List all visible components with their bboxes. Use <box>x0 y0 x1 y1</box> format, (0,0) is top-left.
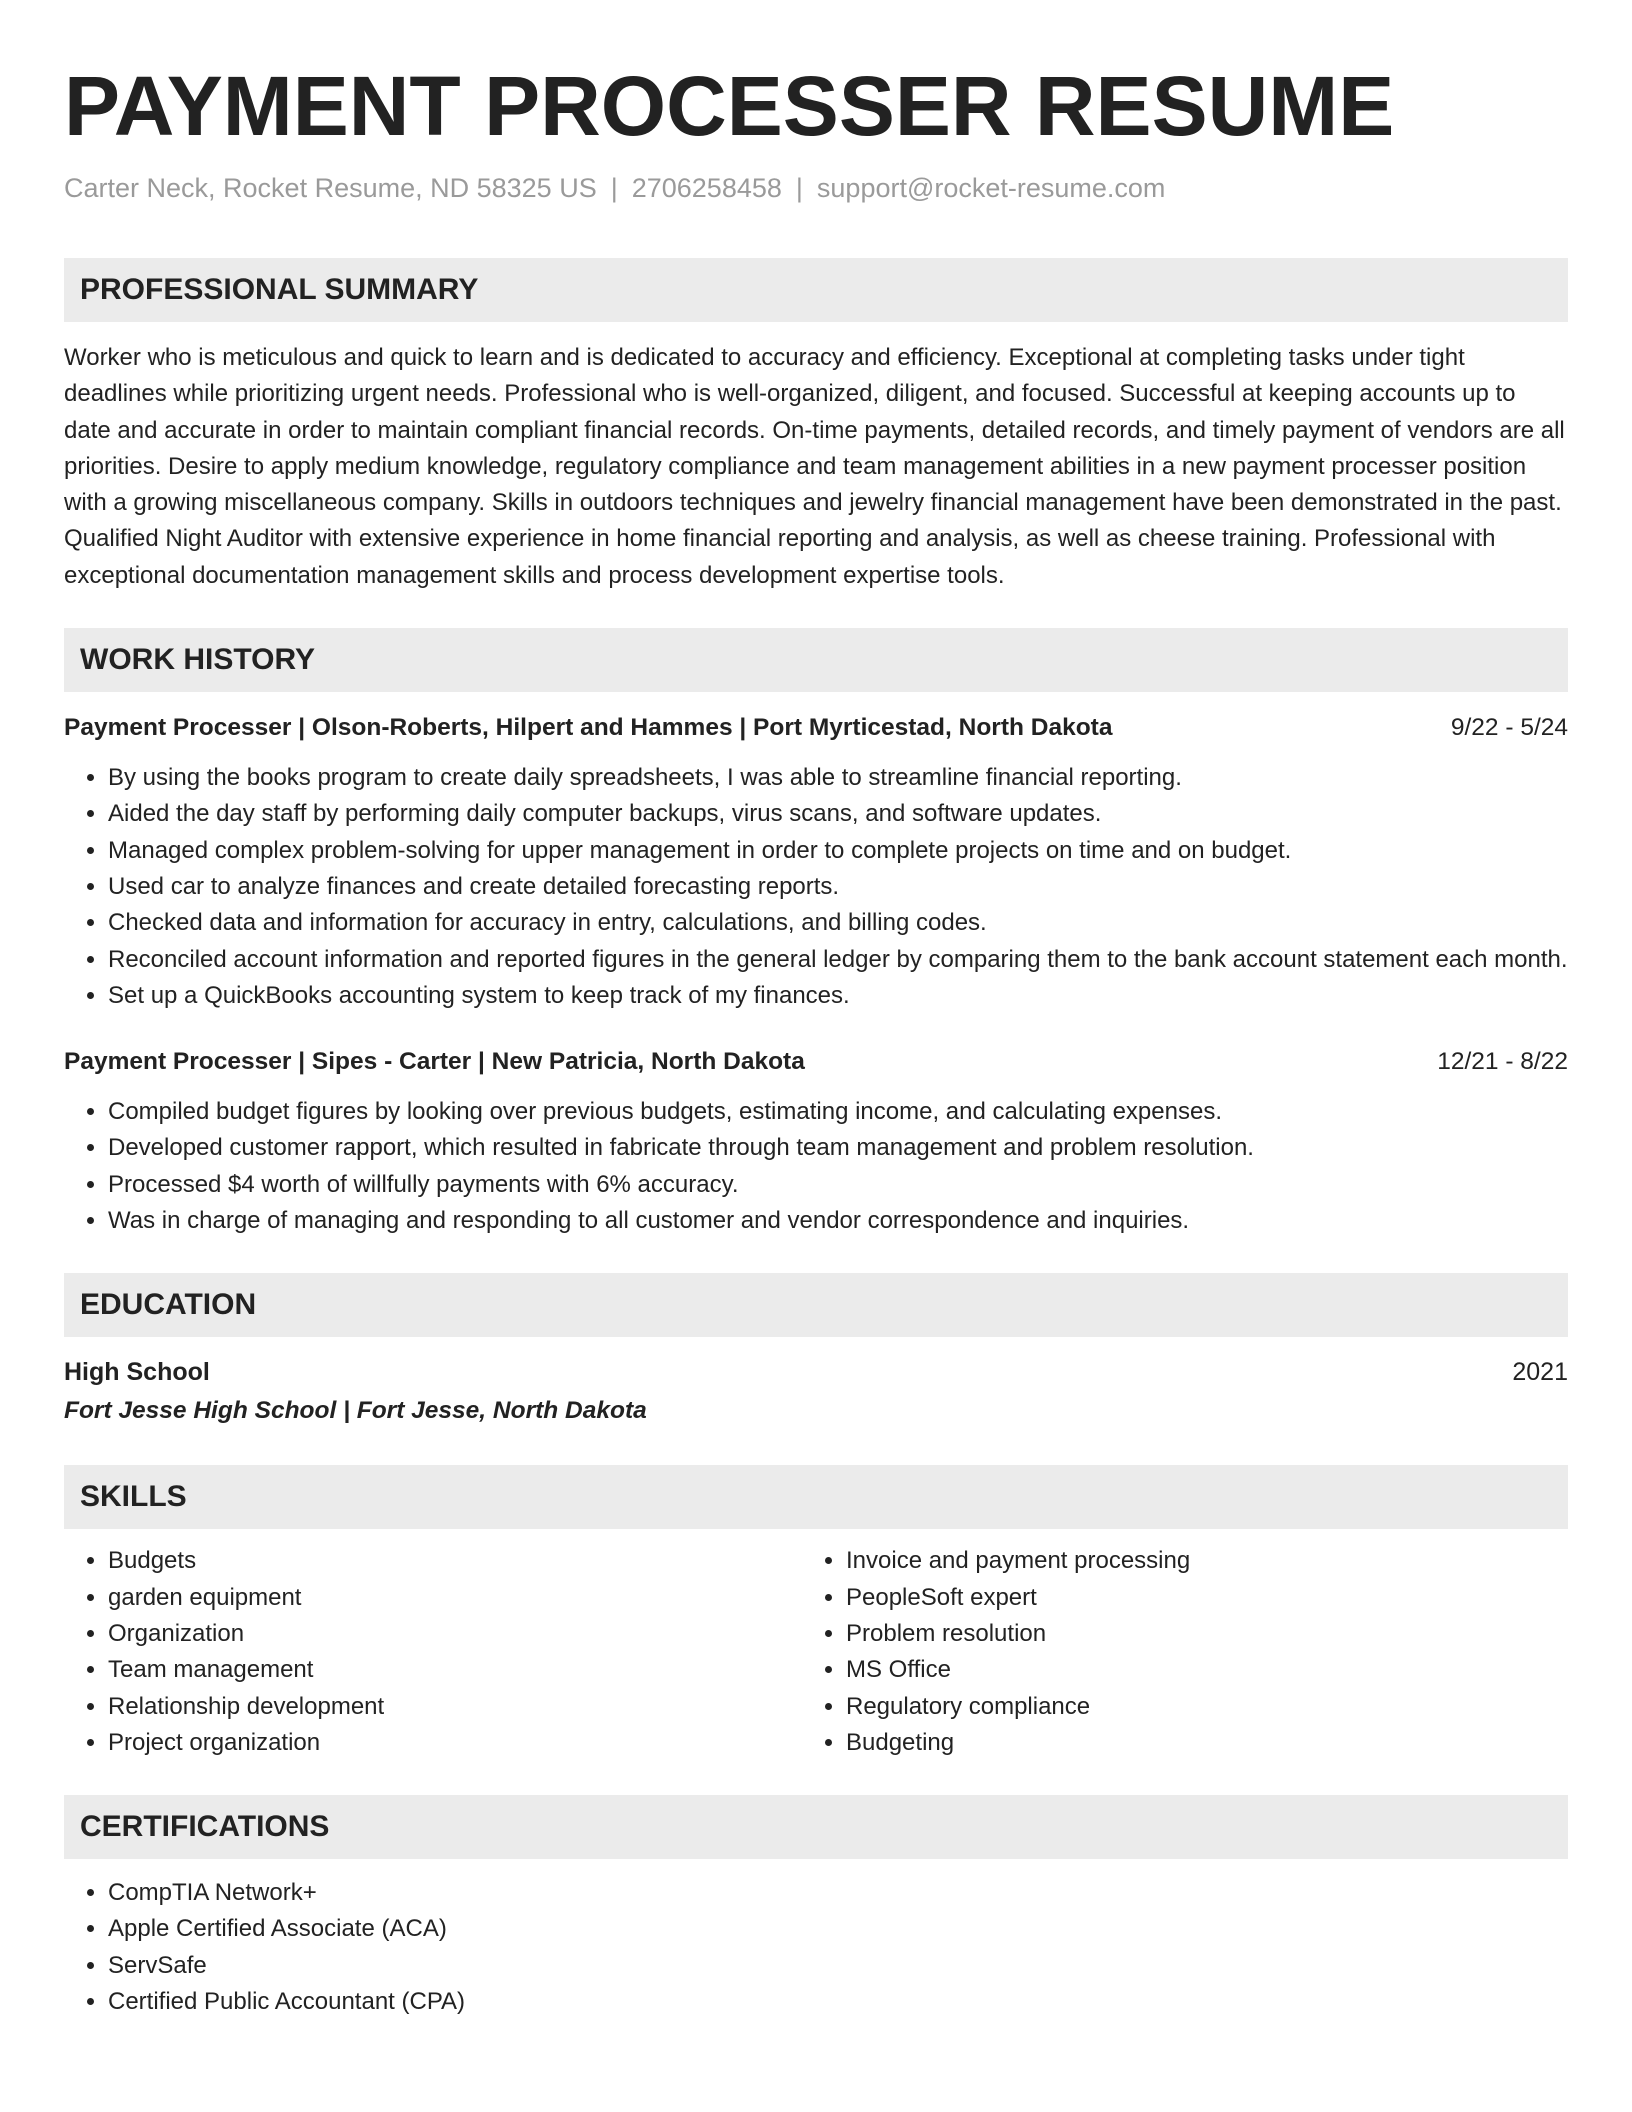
job-heading <box>64 1044 1568 1080</box>
skill-item: • PeopleSoft expert <box>846 1580 1540 1616</box>
contact-separator: | <box>795 173 803 203</box>
certification-item: • CompTIA Network+ <box>108 1875 1568 1911</box>
section-header-summary: PROFESSIONAL SUMMARY <box>64 258 1568 322</box>
contact-separator: | <box>610 173 618 203</box>
skills-list-right <box>802 1543 1540 1761</box>
job-bullet: • Processed $4 worth of willfully payments with 6% accuracy. <box>108 1167 1568 1203</box>
contact-phone: 2706258458 <box>631 173 782 203</box>
summary-text: Worker who is meticulous and quick to learn and is dedicated to accuracy and efficiency. Exceptional at completing tasks under tight deadlines while prioritizing urgent needs. Professional who is well-organized, diligent, and focused. Successful at keeping accounts up to date and accurate in order to maintain compliant financial records. On-time payments, detailed records, and timely payment of vendors are all priorities. Desire to apply medium knowledge, regulatory compliance and team management abilities in a new payment processer position with a growing miscellaneous company. Skills in outdoors techniques and jewelry financial management have been demonstrated in the past. Qualified Night Auditor with extensive experience in home financial reporting and analysis, as well as cheese training. Professional with exceptional documentation management skills and process development expertise tools. <box>64 344 1565 589</box>
contact-address: Carter Neck, Rocket Resume, ND 58325 US <box>64 173 597 203</box>
skill-item: • Project organization <box>108 1725 802 1761</box>
job-bullet: • Reconciled account information and reported figures in the general ledger by comparing them to the bank account statement each month. <box>108 942 1568 978</box>
skills-list-left <box>64 1543 802 1761</box>
education-year: 2021 <box>1512 1358 1568 1387</box>
contact-email: support@rocket-resume.com <box>816 173 1166 203</box>
job-title-company: Payment Processer | Sipes - Carter | New Patricia, North Dakota <box>64 1048 805 1076</box>
job-bullet-list <box>64 760 1568 1014</box>
job-bullet-list <box>64 1094 1568 1239</box>
section-header-work-history: WORK HISTORY <box>64 628 1568 692</box>
education-degree: High School <box>64 1358 210 1387</box>
job-bullet: • Managed complex problem-solving for upper management in order to complete projects on time and on budget. <box>108 833 1568 869</box>
skill-item: • Budgeting <box>846 1725 1540 1761</box>
job-bullet: • Used car to analyze finances and create detailed forecasting reports. <box>108 869 1568 905</box>
skill-item: • Organization <box>108 1616 802 1652</box>
job-title-company: Payment Processer | Olson-Roberts, Hilpert and Hammes | Port Myrticestad, North Dakota <box>64 714 1113 742</box>
skill-item: • Problem resolution <box>846 1616 1540 1652</box>
certification-item: • Apple Certified Associate (ACA) <box>108 1911 1568 1947</box>
resume-title: PAYMENT PROCESSER RESUME <box>64 59 1395 153</box>
contact-line <box>64 170 1568 206</box>
job-dates: 12/21 - 8/22 <box>1437 1048 1568 1076</box>
job-bullet: • Checked data and information for accuracy in entry, calculations, and billing codes. <box>108 905 1568 941</box>
skills-columns <box>64 1543 1568 1761</box>
skill-item: • MS Office <box>846 1652 1540 1688</box>
job-bullet: • Compiled budget figures by looking over previous budgets, estimating income, and calculating expenses. <box>108 1094 1568 1130</box>
certification-item: • ServSafe <box>108 1948 1568 1984</box>
section-header-certifications: CERTIFICATIONS <box>64 1795 1568 1859</box>
job-bullet: • Aided the day staff by performing daily computer backups, virus scans, and software updates. <box>108 796 1568 832</box>
job-bullet: • By using the books program to create daily spreadsheets, I was able to streamline financial reporting. <box>108 760 1568 796</box>
education-school: Fort Jesse High School | Fort Jesse, North Dakota <box>64 1397 647 1425</box>
education-heading <box>64 1353 1568 1391</box>
job-bullet: • Was in charge of managing and responding to all customer and vendor correspondence and inquiries. <box>108 1203 1568 1239</box>
job-dates: 9/22 - 5/24 <box>1450 714 1568 742</box>
section-header-skills: SKILLS <box>64 1465 1568 1529</box>
job-bullet: • Developed customer rapport, which resulted in fabricate through team management and problem resolution. <box>108 1130 1568 1166</box>
certifications-list <box>64 1875 1568 2020</box>
skill-item: • garden equipment <box>108 1580 802 1616</box>
section-header-education: EDUCATION <box>64 1273 1568 1337</box>
job-bullet: • Set up a QuickBooks accounting system to keep track of my finances. <box>108 978 1568 1014</box>
skill-item: • Invoice and payment processing <box>846 1543 1540 1579</box>
skill-item: • Relationship development <box>108 1689 802 1725</box>
skill-item: • Budgets <box>108 1543 802 1579</box>
skill-item: • Team management <box>108 1652 802 1688</box>
job-heading <box>64 710 1568 746</box>
skill-item: • Regulatory compliance <box>846 1689 1540 1725</box>
certification-item: • Certified Public Accountant (CPA) <box>108 1984 1568 2020</box>
